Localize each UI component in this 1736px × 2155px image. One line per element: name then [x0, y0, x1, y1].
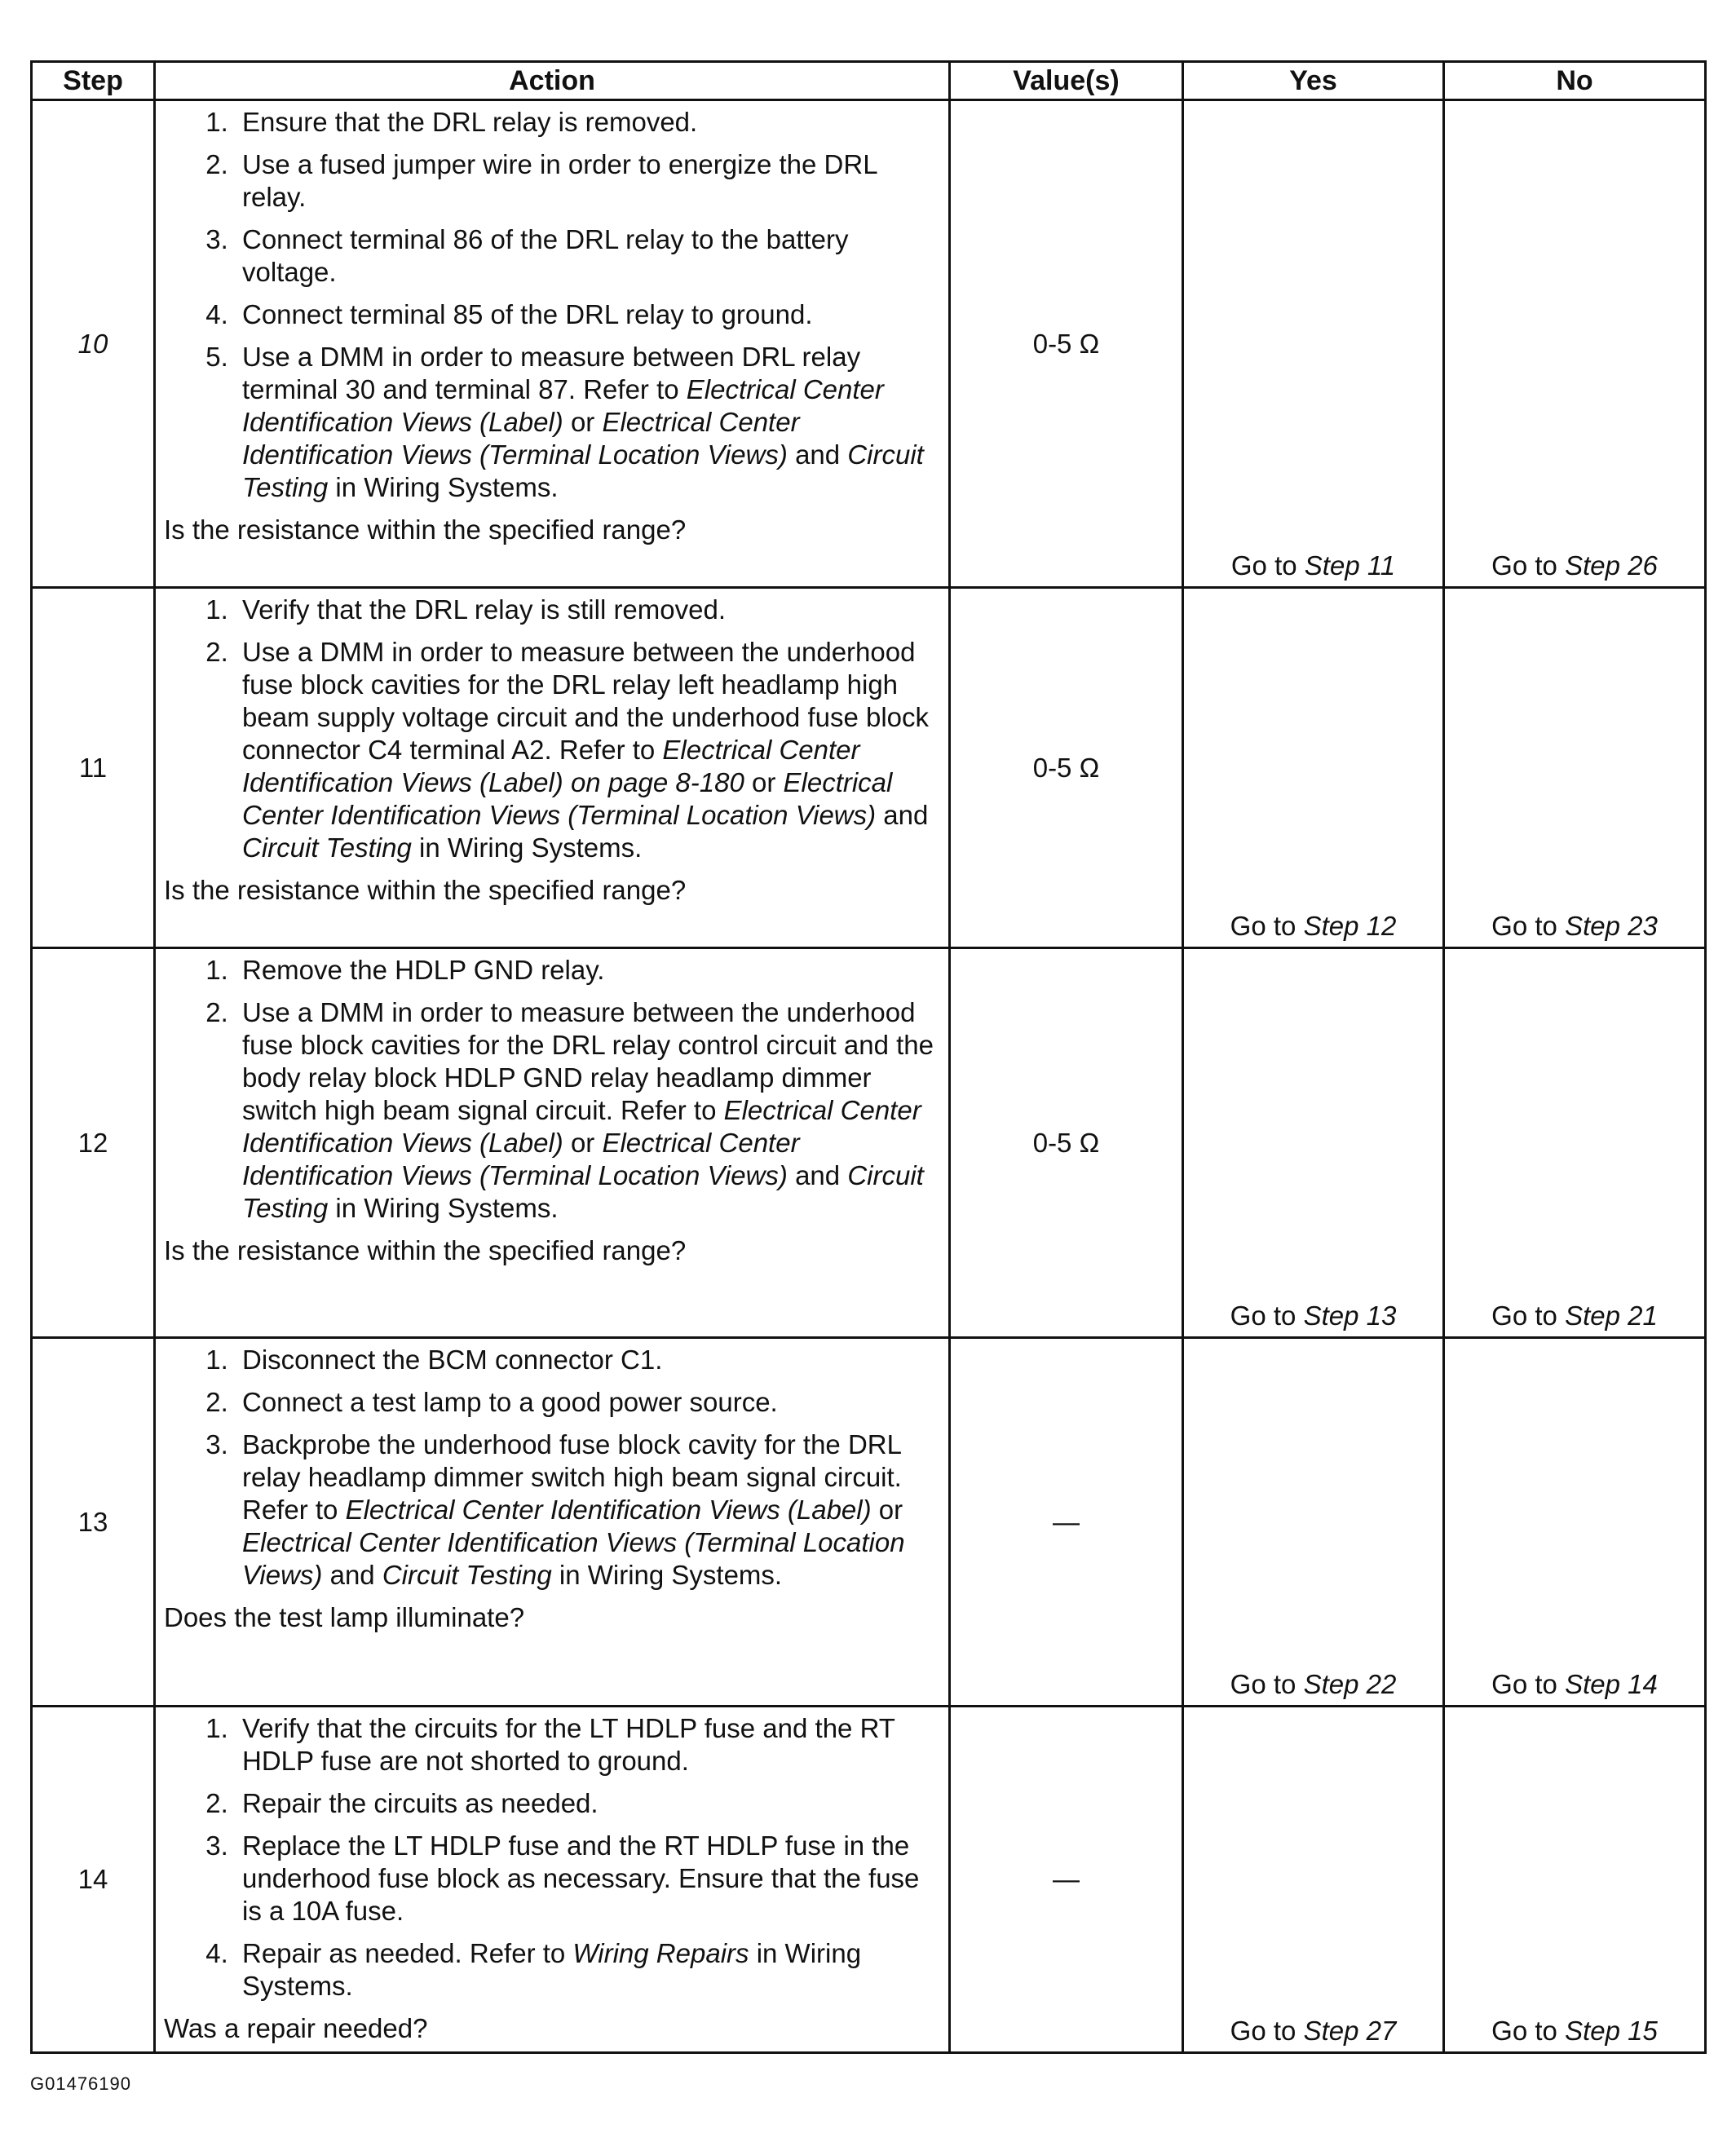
header-action: Action	[155, 62, 950, 100]
action-cell	[155, 948, 950, 1338]
no-prefix: Go to	[1491, 1301, 1557, 1331]
action-list	[164, 954, 940, 1225]
action-question: Does the test lamp illuminate?	[164, 1602, 525, 1632]
action-item: 4. Connect terminal 85 of the DRL relay to ground.	[236, 298, 940, 331]
no-cell	[1444, 1707, 1706, 2053]
action-item: 1. Verify that the circuits for the LT HDLP fuse and the RT HDLP fuse are not shorted to ground.	[236, 1712, 940, 1777]
action-item: 1. Disconnect the BCM connector C1.	[236, 1344, 940, 1376]
action-item: 5. Use a DMM in order to measure between DRL relay terminal 30 and terminal 87. Refer to Electrical Center Identification Views (Label) or Electrical Center Identification Views (Terminal Location Views) and Circuit Testing in Wiring Systems.	[236, 341, 940, 504]
action-item: 1. Ensure that the DRL relay is removed.	[236, 106, 940, 139]
step-number: 14	[32, 1707, 155, 2053]
action-cell	[155, 1707, 950, 2053]
table-row	[32, 1707, 1706, 2053]
action-item: 2. Connect a test lamp to a good power source.	[236, 1386, 940, 1419]
no-cell	[1444, 588, 1706, 948]
diagnostic-table	[30, 60, 1707, 2054]
action-item: 3. Backprobe the underhood fuse block cavity for the DRL relay headlamp dimmer switch high beam signal circuit. Refer to Electrical Center Identification Views (Label) or Electrical Center Identification Views (Terminal Location Views) and Circuit Testing in Wiring Systems.	[236, 1429, 940, 1592]
table-row	[32, 588, 1706, 948]
table-row	[32, 948, 1706, 1338]
action-item: 2. Use a fused jumper wire in order to energize the DRL relay.	[236, 148, 940, 214]
yes-step-link[interactable]: Step 12	[1303, 911, 1397, 941]
action-cell	[155, 100, 950, 588]
action-item: 1. Verify that the DRL relay is still removed.	[236, 594, 940, 626]
action-list	[164, 1712, 940, 2003]
yes-prefix: Go to	[1230, 550, 1297, 581]
action-item: 4. Repair as needed. Refer to Wiring Repairs in Wiring Systems.	[236, 1937, 940, 2003]
yes-cell	[1183, 100, 1444, 588]
action-list	[164, 1344, 940, 1592]
yes-cell	[1183, 1707, 1444, 2053]
yes-step-link[interactable]: Step 11	[1304, 550, 1396, 581]
action-question: Is the resistance within the specified range?	[164, 514, 687, 545]
step-number: 10	[32, 100, 155, 588]
table-row	[32, 100, 1706, 588]
no-prefix: Go to	[1491, 1669, 1557, 1699]
no-step-link[interactable]: Step 14	[1565, 1669, 1658, 1699]
action-item: 2. Use a DMM in order to measure between the underhood fuse block cavities for the DRL relay left headlamp high beam supply voltage circuit and the underhood fuse block connector C4 terminal A2. Refer to Electrical Center Identification Views (Label) on page 8-180 or Electrical Center Identification Views (Terminal Location Views) and Circuit Testing in Wiring Systems.	[236, 636, 940, 864]
yes-cell	[1183, 1338, 1444, 1707]
no-step-link[interactable]: Step 21	[1565, 1301, 1658, 1331]
value-cell: 0-5 Ω	[950, 588, 1183, 948]
action-question: Is the resistance within the specified range?	[164, 875, 687, 905]
step-number: 12	[32, 948, 155, 1338]
no-cell	[1444, 1338, 1706, 1707]
no-step-link[interactable]: Step 23	[1565, 911, 1658, 941]
no-prefix: Go to	[1491, 2016, 1557, 2046]
action-list	[164, 106, 940, 504]
header-values: Value(s)	[950, 62, 1183, 100]
action-item: 3. Replace the LT HDLP fuse and the RT HDLP fuse in the underhood fuse block as necessary. Ensure that the fuse is a 10A fuse.	[236, 1830, 940, 1928]
no-step-link[interactable]: Step 15	[1565, 2016, 1658, 2046]
yes-prefix: Go to	[1230, 1669, 1296, 1699]
header-step: Step	[32, 62, 155, 100]
action-item: 2. Repair the circuits as needed.	[236, 1787, 940, 1820]
no-prefix: Go to	[1491, 550, 1557, 581]
yes-step-link[interactable]: Step 22	[1303, 1669, 1397, 1699]
table-body	[32, 100, 1706, 2053]
no-step-link[interactable]: Step 26	[1565, 550, 1658, 581]
action-item: 2. Use a DMM in order to measure between the underhood fuse block cavities for the DRL relay control circuit and the body relay block HDLP GND relay headlamp dimmer switch high beam signal circuit. Refer to Electrical Center Identification Views (Label) or Electrical Center Identification Views (Terminal Location Views) and Circuit Testing in Wiring Systems.	[236, 996, 940, 1225]
action-list	[164, 594, 940, 864]
action-question: Is the resistance within the specified range?	[164, 1235, 687, 1265]
action-question: Was a repair needed?	[164, 2013, 428, 2043]
yes-step-link[interactable]: Step 27	[1303, 2016, 1397, 2046]
header-no: No	[1444, 62, 1706, 100]
no-cell	[1444, 948, 1706, 1338]
yes-prefix: Go to	[1230, 911, 1296, 941]
value-cell: 0-5 Ω	[950, 100, 1183, 588]
step-number: 13	[32, 1338, 155, 1707]
yes-prefix: Go to	[1230, 1301, 1296, 1331]
header-row	[32, 62, 1706, 100]
table-row	[32, 1338, 1706, 1707]
no-cell	[1444, 100, 1706, 588]
value-cell: —	[950, 1707, 1183, 2053]
step-number: 11	[32, 588, 155, 948]
value-cell: —	[950, 1338, 1183, 1707]
value-cell: 0-5 Ω	[950, 948, 1183, 1338]
yes-cell	[1183, 948, 1444, 1338]
action-cell	[155, 588, 950, 948]
yes-cell	[1183, 588, 1444, 948]
action-item: 1. Remove the HDLP GND relay.	[236, 954, 940, 987]
yes-prefix: Go to	[1230, 2016, 1296, 2046]
action-cell	[155, 1338, 950, 1707]
yes-step-link[interactable]: Step 13	[1303, 1301, 1397, 1331]
figure-id: G01476190	[30, 2073, 131, 2094]
no-prefix: Go to	[1491, 911, 1557, 941]
action-item: 3. Connect terminal 86 of the DRL relay to the battery voltage.	[236, 223, 940, 289]
header-yes: Yes	[1183, 62, 1444, 100]
